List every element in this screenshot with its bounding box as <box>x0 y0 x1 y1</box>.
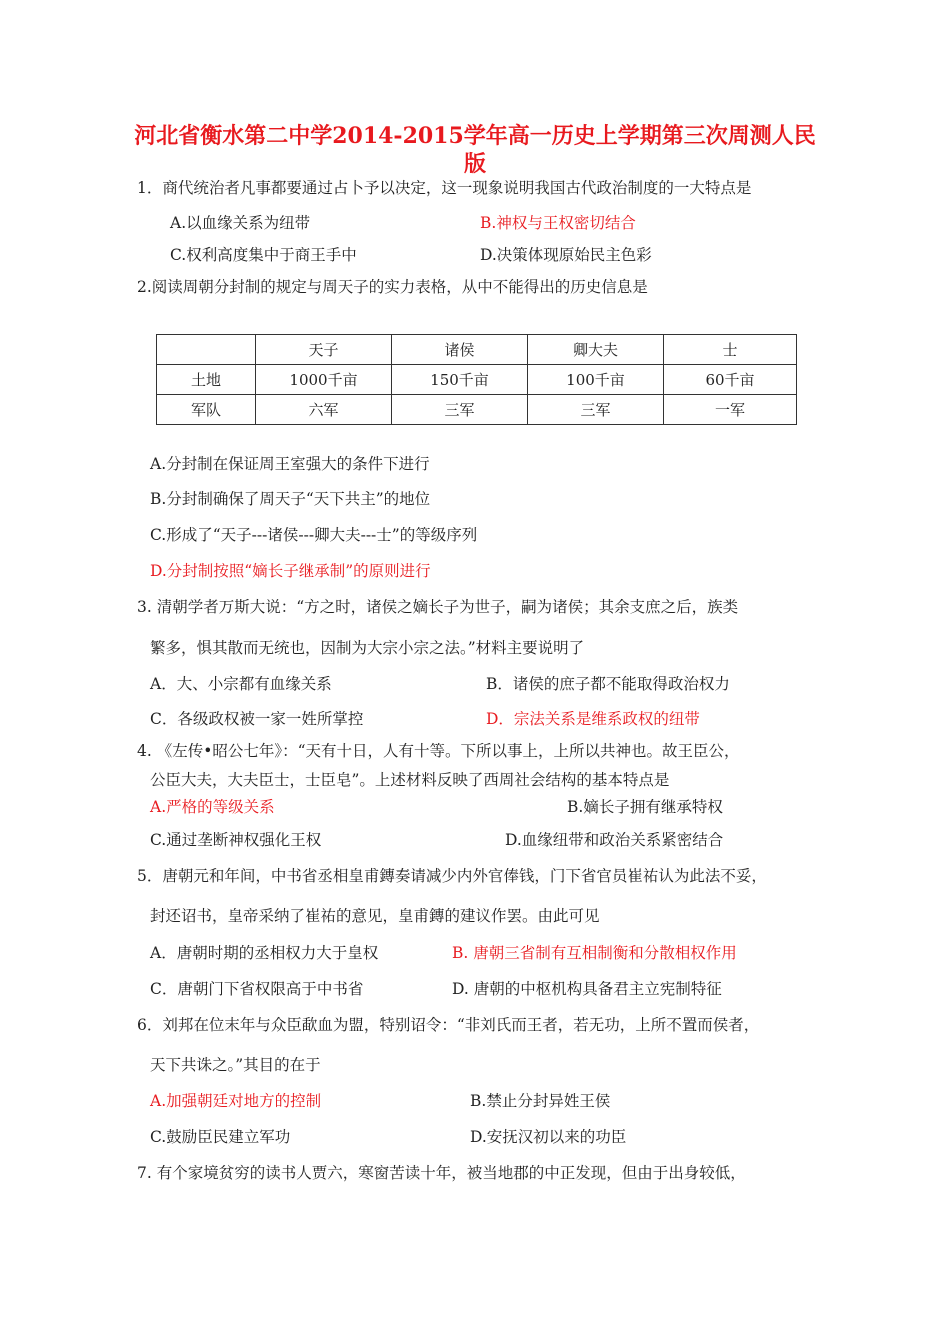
q6-option-c: C.鼓励臣民建立军功 <box>150 1128 291 1146</box>
q2-option-b: B.分封制确保了周天子“天下共主”的地位 <box>150 490 431 508</box>
table-cell: 六军 <box>256 395 392 425</box>
table-cell: 1000千亩 <box>256 365 392 395</box>
q3-option-c: C．各级政权被一家一姓所掌控 <box>150 710 364 728</box>
q5-option-b-answer: B. 唐朝三省制有互相制衡和分散相权作用 <box>452 944 737 962</box>
q1-option-d: D.决策体现原始民主色彩 <box>480 246 652 264</box>
table-cell: 60千亩 <box>664 365 797 395</box>
q4-option-c: C.通过垄断神权强化王权 <box>150 831 322 849</box>
q4-stem-line-1: 4. 《左传•昭公七年》：“天有十日，人有十等。下所以事上，上所以共神也。故王臣公， <box>137 742 740 760</box>
table-header-cell: 天子 <box>256 335 392 365</box>
table-row <box>157 365 797 395</box>
q3-stem-line-2: 繁多，惧其散而无统也，因制为大宗小宗之法。”材料主要说明了 <box>150 639 585 657</box>
table-row <box>157 395 797 425</box>
q2-option-d-answer: D.分封制按照“嫡长子继承制”的原则进行 <box>150 562 431 580</box>
q2-option-c: C.形成了“天子---诸侯---卿大夫---士”的等级序列 <box>150 526 478 544</box>
q7-stem-line-1: 7. 有个家境贫穷的读书人贾六，寒窗苦读十年，被当地郡的中正发现，但由于出身较低， <box>137 1164 746 1182</box>
title-line-1: 河北省衡水第二中学2014-2015学年高一历史上学期第三次周测人民 <box>134 123 816 149</box>
q6-option-d: D.安抚汉初以来的功臣 <box>470 1128 627 1146</box>
q2-option-a: A.分封制在保证周王室强大的条件下进行 <box>150 455 430 473</box>
q3-option-b: B．诸侯的庶子都不能取得政治权力 <box>486 675 730 693</box>
q6-stem-line-1: 6．刘邦在位末年与众臣歃血为盟，特别诏令：“非刘氏而王者，若无功，上所不置而侯者， <box>137 1016 760 1034</box>
q5-option-d: D. 唐朝的中枢机构具备君主立宪制特征 <box>452 980 722 998</box>
table-cell: 100千亩 <box>528 365 664 395</box>
table-header-cell <box>157 335 256 365</box>
q5-stem-line-1: 5．唐朝元和年间，中书省丞相皇甫鏄奏请减少内外官俸钱，门下省官员崔祐认为此法不妥， <box>137 867 767 885</box>
q4-option-a-answer: A.严格的等级关系 <box>150 798 275 816</box>
q1-option-c: C.权利高度集中于商王手中 <box>170 246 357 264</box>
document-title <box>120 122 830 178</box>
q1-option-a: A.以血缘关系为纽带 <box>170 214 311 232</box>
q2-stem: 2.阅读周朝分封制的规定与周天子的实力表格，从中不能得出的历史信息是 <box>137 278 648 296</box>
q1-option-b-answer: B.神权与王权密切结合 <box>480 214 636 232</box>
table-cell: 一军 <box>664 395 797 425</box>
table-header-cell: 士 <box>664 335 797 365</box>
table-cell: 土地 <box>157 365 256 395</box>
table-header-cell: 诸侯 <box>392 335 528 365</box>
table-cell: 军队 <box>157 395 256 425</box>
q3-option-d-answer: D．宗法关系是维系政权的纽带 <box>486 710 700 728</box>
q4-stem-line-2: 公臣大夫，大夫臣士，士臣皂”。上述材料反映了西周社会结构的基本特点是 <box>150 771 670 789</box>
q6-stem-line-2: 天下共诛之。”其目的在于 <box>150 1056 321 1074</box>
fengjian-table <box>156 334 797 425</box>
q6-option-a-answer: A.加强朝廷对地方的控制 <box>150 1092 322 1110</box>
q3-stem-line-1: 3. 清朝学者万斯大说：“方之时，诸侯之嫡长子为世子，嗣为诸侯；其余支庶之后，族类 <box>137 598 739 616</box>
table-header-cell: 卿大夫 <box>528 335 664 365</box>
q4-option-d: D.血缘纽带和政治关系紧密结合 <box>505 831 724 849</box>
q4-option-b: B.嫡长子拥有继承特权 <box>567 798 723 816</box>
table-cell: 150千亩 <box>392 365 528 395</box>
q5-stem-line-2: 封还诏书，皇帝采纳了崔祐的意见，皇甫鏄的建议作罢。由此可见 <box>150 907 600 925</box>
q3-option-a: A．大、小宗都有血缘关系 <box>150 675 332 693</box>
table-header-row <box>157 335 797 365</box>
q5-option-a: A．唐朝时期的丞相权力大于皇权 <box>150 944 379 962</box>
q1-stem: 1．商代统治者凡事都要通过占卜予以决定，这一现象说明我国古代政治制度的一大特点是 <box>137 179 752 197</box>
table-cell: 三军 <box>528 395 664 425</box>
table-cell: 三军 <box>392 395 528 425</box>
q6-option-b: B.禁止分封异姓王侯 <box>470 1092 611 1110</box>
title-line-2: 版 <box>463 151 486 177</box>
q5-option-c: C．唐朝门下省权限高于中书省 <box>150 980 364 998</box>
